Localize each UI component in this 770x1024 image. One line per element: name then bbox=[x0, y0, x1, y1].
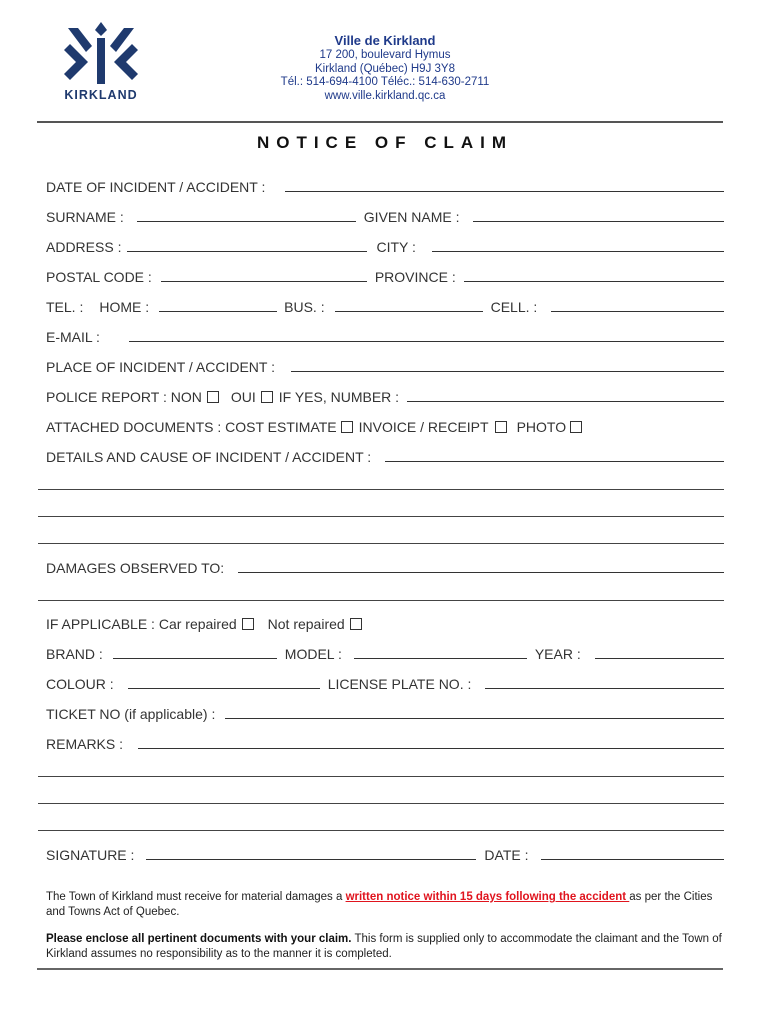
label-signature: SIGNATURE : bbox=[46, 847, 135, 863]
header-divider bbox=[37, 121, 723, 123]
license-plate-field[interactable] bbox=[485, 688, 724, 689]
label-car-repaired: IF APPLICABLE : Car repaired bbox=[46, 616, 237, 632]
damages-observed-field[interactable] bbox=[238, 572, 724, 573]
row-remarks bbox=[46, 733, 724, 753]
kirkland-logo bbox=[52, 18, 150, 104]
label-photo: PHOTO bbox=[516, 419, 567, 435]
date-incident-field[interactable] bbox=[285, 191, 724, 192]
row-email bbox=[46, 326, 724, 346]
given-name-field[interactable] bbox=[473, 221, 724, 222]
row-postal bbox=[46, 266, 724, 286]
row-police-report bbox=[46, 386, 724, 406]
details-line-3[interactable] bbox=[38, 543, 724, 544]
details-cause-field[interactable] bbox=[385, 461, 724, 462]
remarks-line-3[interactable] bbox=[38, 830, 724, 831]
police-report-number-field[interactable] bbox=[407, 401, 724, 402]
details-line-2[interactable] bbox=[38, 516, 724, 517]
row-damages-observed bbox=[46, 557, 724, 577]
org-address-1: 17 200, boulevard Hymus bbox=[319, 49, 451, 61]
label-colour: COLOUR : bbox=[46, 676, 114, 692]
row-if-applicable bbox=[46, 613, 724, 633]
checkbox-not-repaired[interactable] bbox=[350, 618, 362, 630]
notice-text-1b: as per the Cities and Towns Act of Quebec. bbox=[46, 891, 713, 918]
row-place-incident bbox=[46, 356, 724, 376]
notice-paragraph-1 bbox=[46, 890, 726, 919]
year-field[interactable] bbox=[595, 658, 724, 659]
label-details-cause: DETAILS AND CAUSE OF INCIDENT / ACCIDENT : bbox=[46, 449, 372, 465]
row-address bbox=[46, 236, 724, 256]
kirkland-logo-mark-icon bbox=[52, 18, 150, 88]
organization-info bbox=[210, 33, 560, 103]
home-phone-field[interactable] bbox=[159, 311, 277, 312]
checkbox-cost-estimate[interactable] bbox=[341, 421, 353, 433]
business-phone-field[interactable] bbox=[335, 311, 483, 312]
label-year: YEAR : bbox=[534, 646, 581, 662]
row-attached-documents bbox=[46, 416, 724, 436]
damages-line-1[interactable] bbox=[38, 600, 724, 601]
notice-text-1a: The Town of Kirkland must receive for material damages a bbox=[46, 891, 346, 903]
notice-deadline-text: written notice within 15 days following the accident bbox=[345, 891, 630, 903]
notice-disclaimer: This form is supplied only to accommodate the claimant and the Town of Kirkland assumes no responsibility as to the manner it is completed. bbox=[46, 933, 722, 960]
row-ticket bbox=[46, 703, 724, 723]
label-home: HOME : bbox=[99, 299, 150, 315]
label-province: PROVINCE : bbox=[374, 269, 456, 285]
label-place-incident: PLACE OF INCIDENT / ACCIDENT : bbox=[46, 359, 275, 375]
label-date-incident: DATE OF INCIDENT / ACCIDENT : bbox=[46, 179, 266, 195]
place-incident-field[interactable] bbox=[291, 371, 724, 372]
label-model: MODEL : bbox=[284, 646, 342, 662]
org-website[interactable]: www.ville.kirkland.qc.ca bbox=[324, 89, 446, 102]
remarks-line-1[interactable] bbox=[38, 776, 724, 777]
address-field[interactable] bbox=[127, 251, 367, 252]
remarks-field[interactable] bbox=[138, 748, 724, 749]
row-name bbox=[46, 206, 724, 226]
checkbox-car-repaired[interactable] bbox=[242, 618, 254, 630]
checkbox-photo[interactable] bbox=[570, 421, 582, 433]
label-if-yes-number: IF YES, NUMBER : bbox=[278, 389, 400, 405]
label-damages-observed: DAMAGES OBSERVED TO: bbox=[46, 560, 225, 576]
colour-field[interactable] bbox=[128, 688, 320, 689]
label-not-repaired: Not repaired bbox=[267, 616, 345, 632]
label-given-name: GIVEN NAME : bbox=[363, 209, 460, 225]
label-city: CITY : bbox=[376, 239, 416, 255]
label-invoice-receipt: INVOICE / RECEIPT bbox=[358, 419, 489, 435]
label-brand: BRAND : bbox=[46, 646, 103, 662]
row-tel bbox=[46, 296, 724, 316]
remarks-line-2[interactable] bbox=[38, 803, 724, 804]
email-field[interactable] bbox=[129, 341, 724, 342]
logo-text: KIRKLAND bbox=[64, 88, 138, 102]
cell-phone-field[interactable] bbox=[551, 311, 724, 312]
signature-field[interactable] bbox=[146, 859, 476, 860]
notice-paragraph-2 bbox=[46, 932, 726, 961]
label-date: DATE : bbox=[484, 847, 529, 863]
org-phone: Tél.: 514-694-4100 Téléc.: 514-630-2711 bbox=[280, 76, 490, 88]
postal-code-field[interactable] bbox=[161, 281, 367, 282]
notice-enclose-documents: Please enclose all pertinent documents with your claim. bbox=[46, 933, 352, 945]
city-field[interactable] bbox=[432, 251, 724, 252]
org-address-2: Kirkland (Québec) H9J 3Y8 bbox=[315, 62, 455, 75]
row-vehicle bbox=[46, 643, 724, 663]
row-signature bbox=[46, 844, 724, 864]
org-name: Ville de Kirkland bbox=[334, 33, 436, 48]
label-attached-documents: ATTACHED DOCUMENTS : COST ESTIMATE bbox=[46, 419, 337, 435]
label-oui: OUI bbox=[230, 389, 256, 405]
model-field[interactable] bbox=[354, 658, 527, 659]
checkbox-non[interactable] bbox=[207, 391, 219, 403]
province-field[interactable] bbox=[464, 281, 724, 282]
details-line-1[interactable] bbox=[38, 489, 724, 490]
label-postal-code: POSTAL CODE : bbox=[46, 269, 152, 285]
surname-field[interactable] bbox=[137, 221, 356, 222]
label-tel: TEL. : bbox=[46, 299, 84, 315]
label-cell: CELL. : bbox=[490, 299, 538, 315]
form-title: NOTICE OF CLAIM bbox=[256, 133, 514, 152]
checkbox-invoice-receipt[interactable] bbox=[495, 421, 507, 433]
date-field[interactable] bbox=[541, 859, 725, 860]
row-date-incident bbox=[46, 176, 724, 196]
checkbox-oui[interactable] bbox=[261, 391, 273, 403]
brand-field[interactable] bbox=[113, 658, 277, 659]
label-license-plate: LICENSE PLATE NO. : bbox=[327, 676, 472, 692]
footer-divider bbox=[37, 968, 723, 970]
label-email: E-MAIL : bbox=[46, 329, 100, 345]
label-police-report: POLICE REPORT : NON bbox=[46, 389, 202, 405]
row-colour-plate bbox=[46, 673, 724, 693]
label-surname: SURNAME : bbox=[46, 209, 124, 225]
row-details-cause bbox=[46, 446, 724, 466]
ticket-no-field[interactable] bbox=[225, 718, 724, 719]
label-address: ADDRESS : bbox=[46, 239, 122, 255]
label-bus: BUS. : bbox=[284, 299, 325, 315]
label-remarks: REMARKS : bbox=[46, 736, 124, 752]
label-ticket-no: TICKET NO (if applicable) : bbox=[46, 706, 216, 722]
